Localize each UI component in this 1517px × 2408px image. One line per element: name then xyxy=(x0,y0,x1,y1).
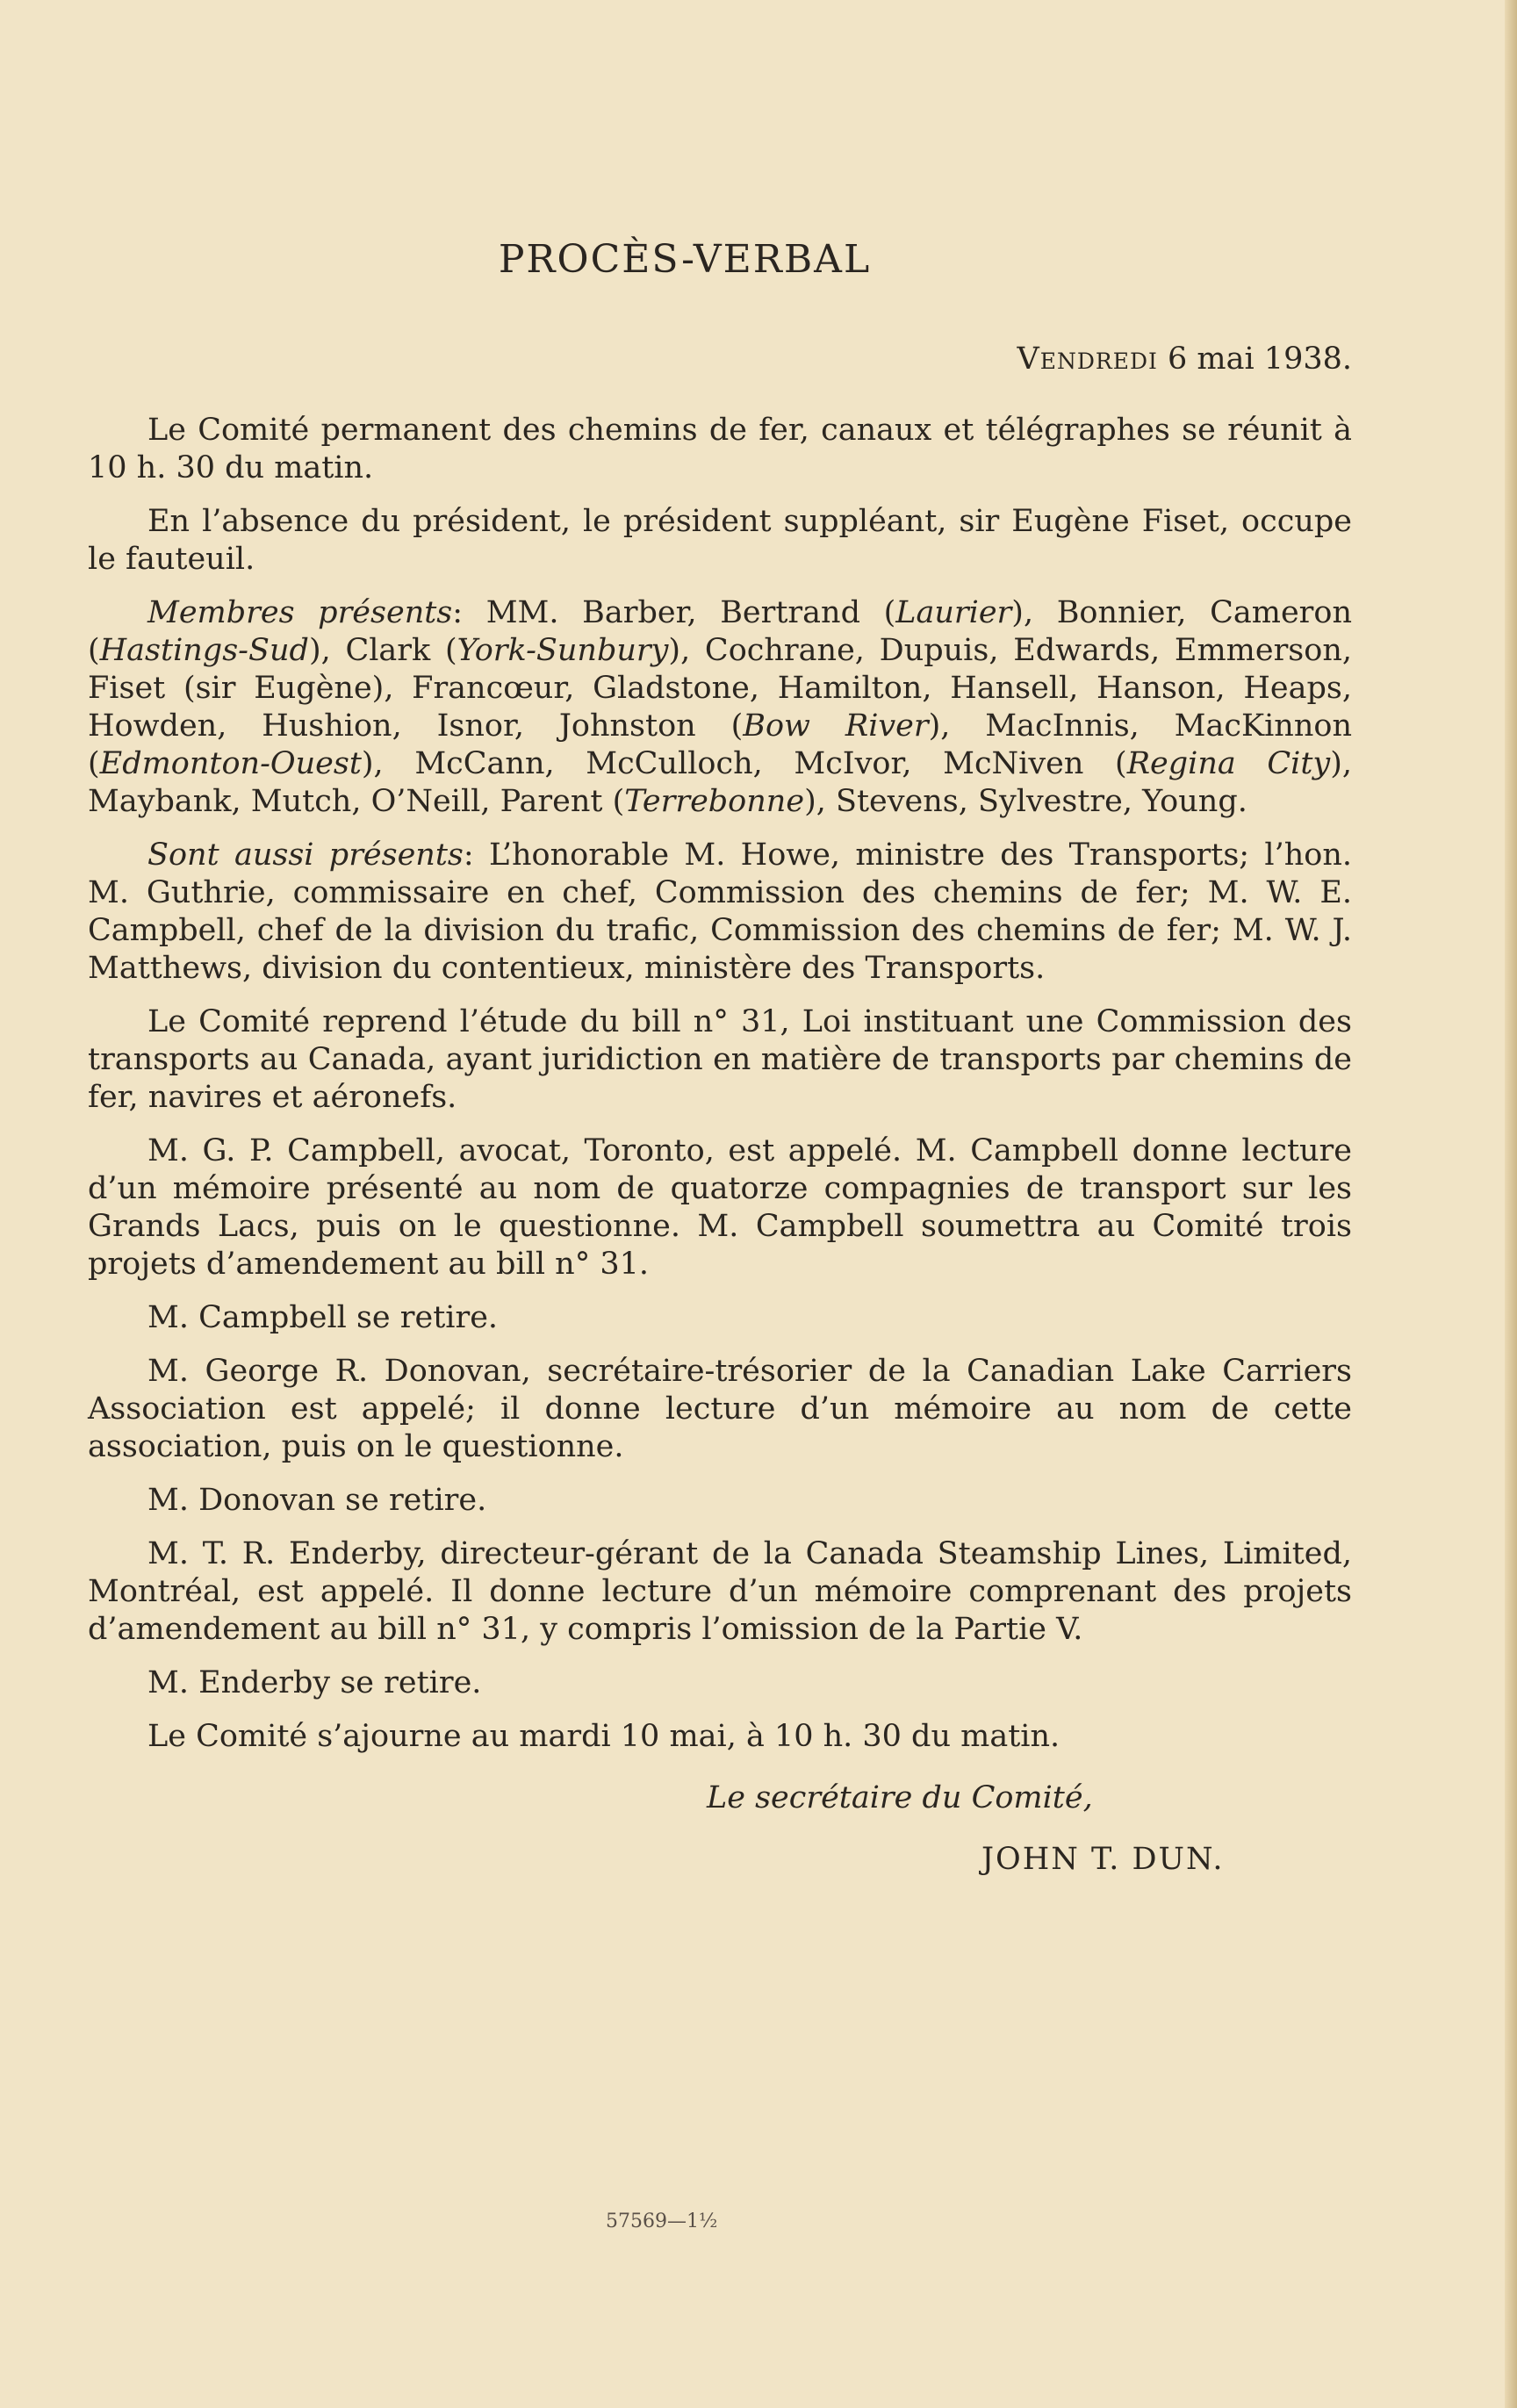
page-edge xyxy=(1505,0,1517,2408)
signer-name: JOHN T. DUN. xyxy=(981,1842,1225,1877)
also-present-label: Sont aussi présents xyxy=(147,837,464,873)
paragraph-adjourn: Le Comité s’ajourne au mardi 10 mai, à 10 h. 30 du matin. xyxy=(147,1719,1060,1754)
paragraph-enderby: M. T. R. Enderby, directeur-gérant de la Canada Steamship Lines, Limited, Montréal, est appelé. Il donne lecture d’un mémoire comprenant des projets d’amendement au bill n° 31, y compris l’omission de la Partie V. xyxy=(88,1536,1352,1647)
date-day: Vendredi xyxy=(1017,341,1158,377)
signoff: Le secrétaire du Comité, xyxy=(707,1780,1093,1815)
document-page xyxy=(88,202,1352,1877)
paragraph-campbell: M. G. P. Campbell, avocat, Toronto, est appelé. M. Campbell donne lecture d’un mémoire présenté au nom de quatorze compagnies de transport sur les Grands Lacs, puis on le questionne. M. Campbell soumettra au Comité trois projets d’amendement au bill n° 31. xyxy=(88,1133,1352,1282)
paragraph-enderby-retires: M. Enderby se retire. xyxy=(147,1665,482,1700)
page-title: PROCÈS-VERBAL xyxy=(498,237,872,282)
members-label: Membres présents xyxy=(147,595,453,630)
paragraph-bill: Le Comité reprend l’étude du bill n° 31, Loi instituant une Commission des transports au Canada, ayant juridiction en matière de transports par chemins de fer, navires et aéronefs. xyxy=(88,1004,1352,1115)
date-rest: 6 mai 1938. xyxy=(1168,341,1352,377)
dateline xyxy=(88,341,1352,377)
paragraph-campbell-retires: M. Campbell se retire. xyxy=(147,1300,499,1335)
paragraph-members-present: Membres présents: MM. Barber, Bertrand (Laurier), Bonnier, Cameron (Hastings-Sud), Clark (York-Sunbury), Cochrane, Dupuis, Edwards, Emmerson, Fiset (sir Eugène), Francœur, Gladstone, Hamilton, Hansell, Hanson, Heaps, Howden, Hushion, Isnor, Johnston (Bow River), MacInnis, MacKinnon (Edmonton-Ouest), McCann, McCulloch, McIvor, McNiven (Regina City), Maybank, Mutch, O’Neill, Parent (Terrebonne), Stevens, Sylvestre, Young. xyxy=(88,595,1353,819)
paragraph-donovan-retires: M. Donovan se retire. xyxy=(147,1483,487,1518)
paragraph-opening: Le Comité permanent des chemins de fer, canaux et télégraphes se réunit à 10 h. 30 du matin. xyxy=(88,413,1352,485)
paragraph-chair: En l’absence du président, le président suppléant, sir Eugène Fiset, occupe le fauteuil. xyxy=(88,504,1352,577)
paragraph-donovan: M. George R. Donovan, secrétaire-trésorier de la Canadian Lake Carriers Association est appelé; il donne lecture d’un mémoire au nom de cette association, puis on le questionne. xyxy=(88,1354,1352,1464)
paragraph-also-present: Sont aussi présents: L’honorable M. Howe, ministre des Transports; l’hon. M. Guthrie, commissaire en chef, Commission des chemins de fer; M. W. E. Campbell, chef de la division du trafic, Commission des chemins de fer; M. W. J. Matthews, division du contentieux, ministère des Transports. xyxy=(88,837,1353,986)
page-footer-code: 57569—1½ xyxy=(606,2210,718,2232)
